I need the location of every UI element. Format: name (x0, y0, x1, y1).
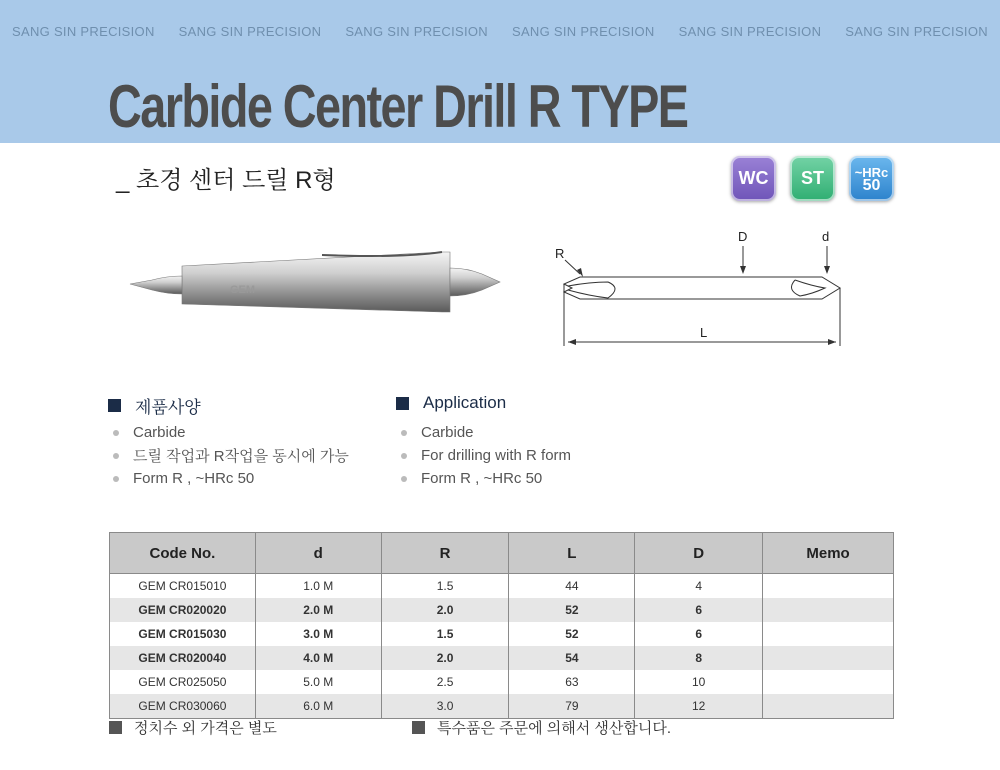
list-item: 드릴 작업과 R작업을 동시에 가능 (108, 444, 349, 467)
price-note: 정치수 외 가격은 별도 (109, 717, 277, 738)
table-row: GEM CR015010 1.0 M 1.5 44 4 (110, 574, 894, 599)
drill-photo (122, 238, 507, 328)
square-bullet-icon (412, 721, 425, 734)
spec-list (108, 421, 349, 490)
column-header: L (509, 533, 635, 574)
table-row: GEM CR015030 3.0 M 1.5 52 6 (110, 622, 894, 646)
dot-bullet-icon (113, 430, 119, 436)
svg-text:R: R (555, 246, 565, 261)
application-list (396, 421, 571, 490)
column-header: R (381, 533, 509, 574)
brand-text: SANG SIN PRECISION (511, 24, 655, 39)
application-heading: Application (396, 393, 506, 413)
spec-table (109, 532, 894, 719)
column-header: Code No. (110, 533, 256, 574)
table-header-row (110, 533, 894, 574)
material-badges (731, 156, 894, 201)
list-item: Carbide (396, 421, 571, 444)
brand-text: SANG SIN PRECISION (845, 24, 988, 39)
svg-text:GEM: GEM (230, 284, 256, 296)
brand-text: SANG SIN PRECISION (678, 24, 822, 39)
svg-text:d: d (822, 229, 830, 244)
brand-row (0, 24, 1000, 39)
svg-text:D: D (738, 229, 748, 244)
list-item: Form R , ~HRc 50 (108, 467, 349, 490)
brand-text: SANG SIN PRECISION (178, 24, 322, 39)
list-item: Carbide (108, 421, 349, 444)
table-row: GEM CR020040 4.0 M 2.0 54 8 (110, 646, 894, 670)
dot-bullet-icon (401, 430, 407, 436)
spec-heading: 제품사양 (108, 393, 201, 418)
square-bullet-icon (396, 397, 409, 410)
brand-text: SANG SIN PRECISION (345, 24, 488, 39)
table-row: GEM CR025050 5.0 M 2.5 63 10 (110, 670, 894, 694)
page-subtitle: _ 초경 센터 드릴 R형 (116, 167, 336, 194)
table-row: GEM CR020020 2.0 M 2.0 52 6 (110, 598, 894, 622)
dot-bullet-icon (113, 453, 119, 459)
square-bullet-icon (108, 399, 121, 412)
svg-text:L: L (700, 325, 708, 340)
dot-bullet-icon (113, 476, 119, 482)
square-bullet-icon (109, 721, 122, 734)
list-item: For drilling with R form (396, 444, 571, 467)
dot-bullet-icon (401, 453, 407, 459)
brand-text: SANG SIN PRECISION (12, 24, 155, 39)
hrc-badge: ~HRc 50 (849, 156, 894, 201)
list-item: Form R , ~HRc 50 (396, 467, 571, 490)
page-title: Carbide Center Drill R TYPE (108, 73, 688, 140)
table-row: GEM CR030060 6.0 M 3.0 79 12 (110, 694, 894, 719)
column-header: d (255, 533, 381, 574)
column-header: D (635, 533, 763, 574)
custom-order-note: 특수품은 주문에 의해서 생산합니다. (412, 717, 671, 738)
wc-badge: WC (731, 156, 776, 201)
st-badge: ST (790, 156, 835, 201)
column-header: Memo (763, 533, 894, 574)
technical-drawing (550, 224, 850, 364)
dot-bullet-icon (401, 476, 407, 482)
